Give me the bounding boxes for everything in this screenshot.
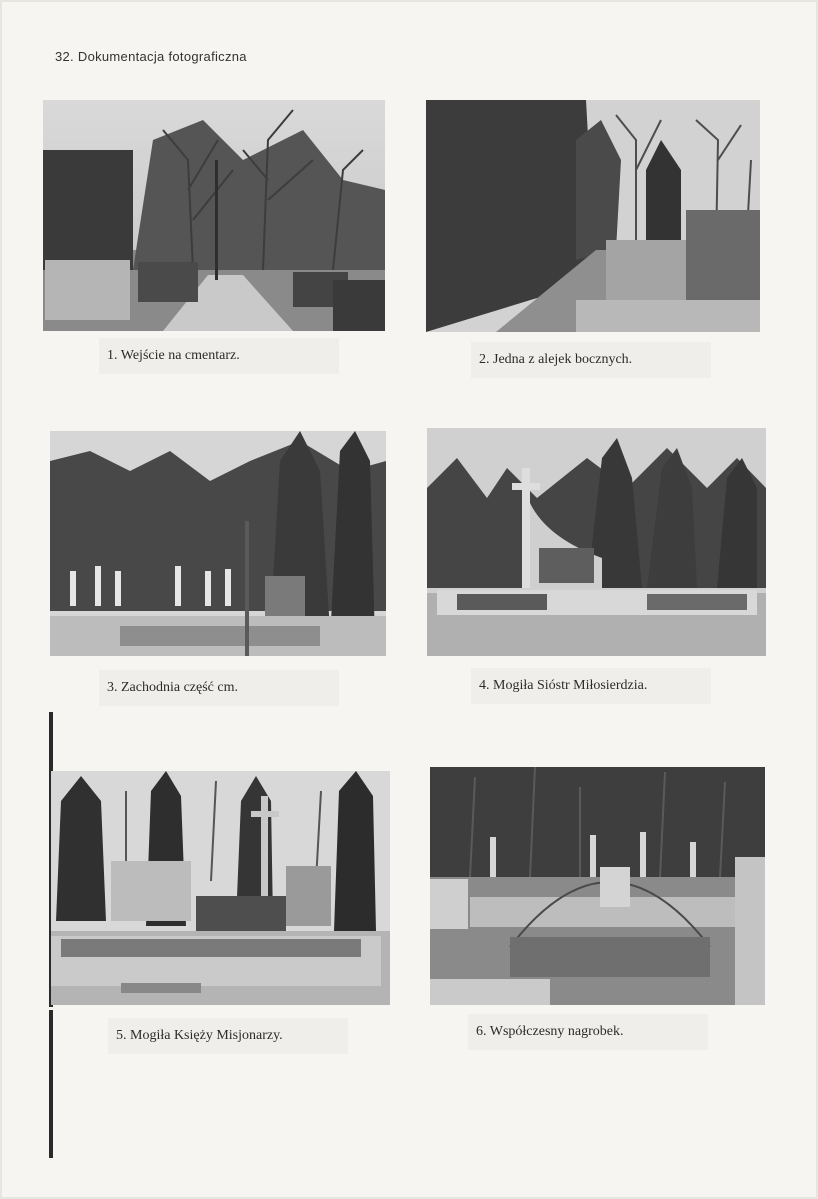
caption-5: 5. Mogiła Księży Misjonarzy.: [108, 1018, 348, 1054]
western-part-photo: [50, 431, 386, 656]
caption-1: 1. Wejście na cmentarz.: [99, 338, 339, 374]
missionary-priests-grave-photo: [51, 771, 390, 1005]
photo-2: [426, 100, 760, 332]
caption-2: 2. Jedna z alejek bocznych.: [471, 342, 711, 378]
photo-1: [43, 100, 385, 331]
sisters-grave-photo: [427, 428, 766, 656]
photo-5: [51, 771, 390, 1005]
caption-6: 6. Współczesny nagrobek.: [468, 1014, 708, 1050]
page-header: 32. Dokumentacja fotograficzna: [55, 49, 247, 64]
modern-tombstone-photo: [430, 767, 765, 1005]
photo-4: [427, 428, 766, 656]
caption-4: 4. Mogiła Sióstr Miłosierdzia.: [471, 668, 711, 704]
cemetery-entrance-photo: [43, 100, 385, 331]
caption-3: 3. Zachodnia część cm.: [99, 670, 339, 706]
side-alley-photo: [426, 100, 760, 332]
photo-6: [430, 767, 765, 1005]
margin-bar-lower: [49, 1010, 53, 1158]
photo-3: [50, 431, 386, 656]
